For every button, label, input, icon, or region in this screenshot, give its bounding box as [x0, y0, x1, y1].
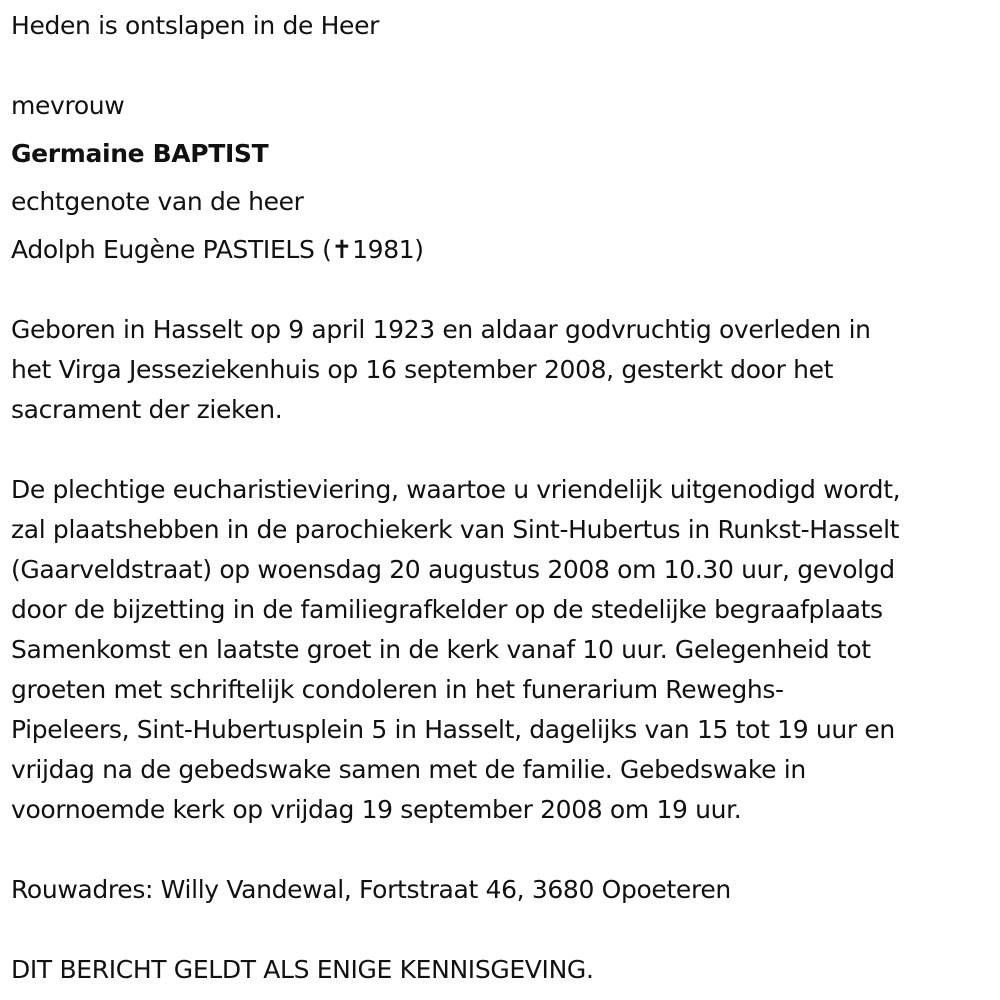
notice-line: DIT BERICHT GELDT ALS ENIGE KENNISGEVING.	[11, 955, 594, 984]
paragraph-line: sacrament der zieken.	[11, 395, 283, 424]
paragraph-line: Samenkomst en laatste groet in de kerk vanaf 10 uur. Gelegenheid tot	[11, 635, 871, 664]
spacer	[11, 910, 996, 950]
spacer	[11, 270, 996, 310]
paragraph-line: Pipeleers, Sint-Hubertusplein 5 in Hasselt, dagelijks van 15 tot 19 uur en	[11, 715, 895, 744]
paragraph-line: (Gaarveldstraat) op woensdag 20 augustus 2008 om 10.30 uur, gevolgd	[11, 555, 895, 584]
person-name: Germaine BAPTIST	[11, 139, 269, 168]
death-notice	[11, 0, 996, 990]
spouse-name: Adolph Eugène PASTIELS (✝1981)	[11, 235, 424, 264]
spacer	[11, 830, 996, 870]
paragraph-line: zal plaatshebben in de parochiekerk van Sint-Hubertus in Runkst-Hasselt	[11, 515, 900, 544]
paragraph-line: het Virga Jesseziekenhuis op 16 september 2008, gesterkt door het	[11, 355, 834, 384]
birth-death-paragraph	[11, 310, 996, 430]
spacer	[11, 430, 996, 470]
intro-line: Heden is ontslapen in de Heer	[11, 11, 380, 40]
spacer	[11, 46, 996, 86]
mourning-address: Rouwadres: Willy Vandewal, Fortstraat 46, 3680 Opoeteren	[11, 875, 731, 904]
paragraph-line: groeten met schriftelijk condoleren in het funerarium Reweghs-	[11, 675, 784, 704]
paragraph-line: vrijdag na de gebedswake samen met de familie. Gebedswake in	[11, 755, 806, 784]
person-title: mevrouw	[11, 91, 125, 120]
paragraph-line: Geboren in Hasselt op 9 april 1923 en aldaar godvruchtig overleden in	[11, 315, 871, 344]
person-relation: echtgenote van de heer	[11, 187, 304, 216]
paragraph-line: door de bijzetting in de familiegrafkelder op de stedelijke begraafplaats	[11, 595, 883, 624]
paragraph-line: voornoemde kerk op vrijdag 19 september 2008 om 19 uur.	[11, 795, 742, 824]
paragraph-line: De plechtige eucharistieviering, waartoe u vriendelijk uitgenodigd wordt,	[11, 475, 901, 504]
ceremony-paragraph	[11, 470, 996, 830]
